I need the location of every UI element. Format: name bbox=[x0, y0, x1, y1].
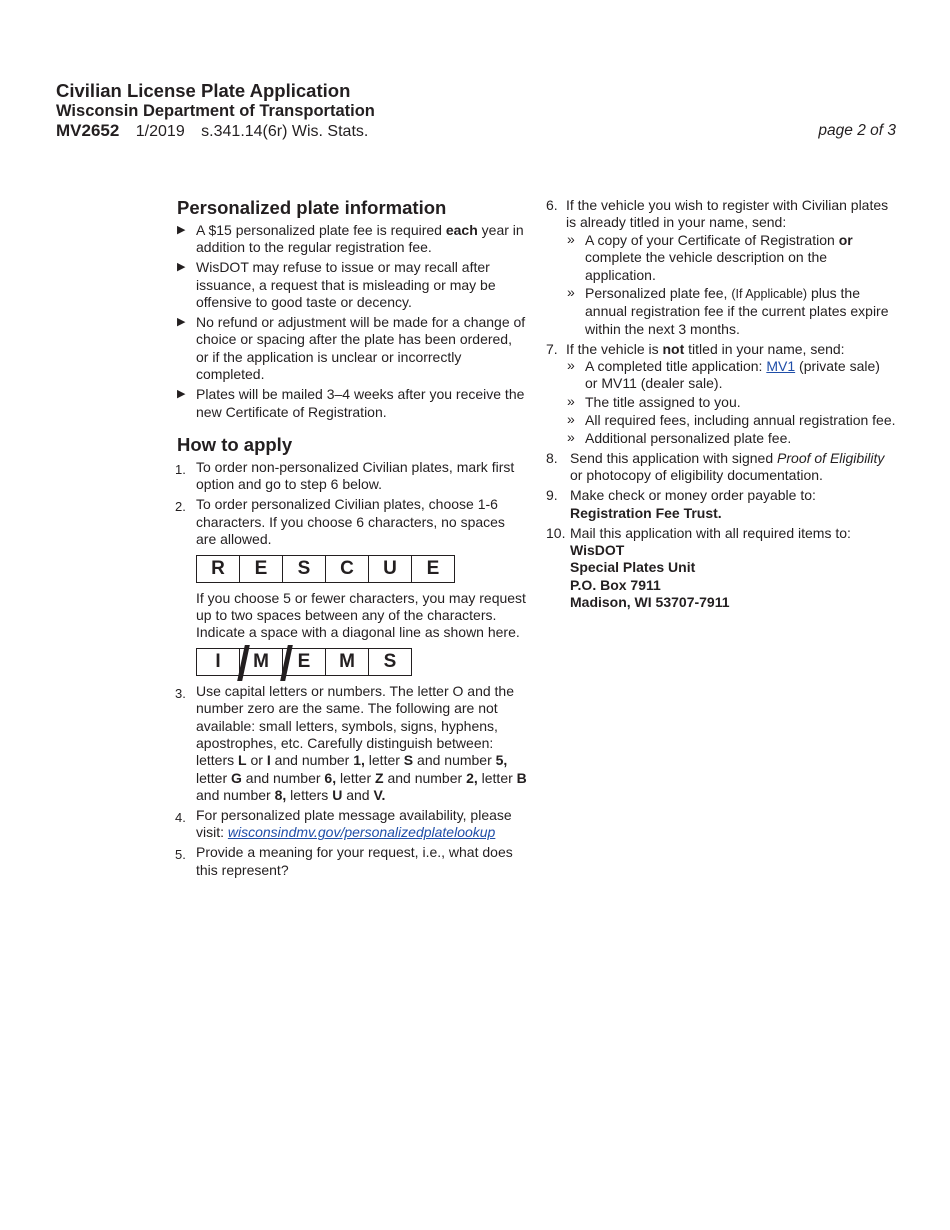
step-8 bbox=[546, 450, 896, 485]
step-text: and number bbox=[196, 787, 275, 804]
sub-bullet-icon: » bbox=[567, 392, 575, 409]
step-text: and bbox=[342, 787, 374, 804]
step-text: To order non-personalized Civilian plates, mark first option and go to step 6 below. bbox=[196, 458, 515, 493]
step-number: 7. bbox=[546, 340, 558, 357]
sub-bullet-icon: » bbox=[567, 428, 575, 445]
list-item bbox=[177, 222, 527, 257]
payee-name: Registration Fee Trust. bbox=[570, 504, 722, 521]
sub-text: All required fees, including annual registration fee. bbox=[585, 411, 896, 428]
address-line: Special Plates Unit bbox=[570, 559, 696, 576]
bullet-bold: each bbox=[445, 222, 478, 238]
sub-text: Additional personalized plate fee. bbox=[585, 429, 792, 446]
mailing-address bbox=[570, 542, 896, 612]
bullet-text: No refund or adjustment will be made for a change of choice or spacing after the plate has been ordered, or if the application is unclear or incorrectly completed. bbox=[196, 314, 526, 383]
sub-bullet-icon: » bbox=[567, 283, 575, 300]
step-number: 3. bbox=[175, 685, 186, 701]
step-text: If the vehicle is bbox=[566, 340, 663, 357]
step-2 bbox=[177, 496, 527, 675]
char-bold: 5, bbox=[495, 752, 508, 769]
step-text: and number bbox=[270, 752, 354, 769]
plate-char: E bbox=[426, 557, 440, 579]
step-6 bbox=[546, 197, 896, 338]
form-statute: s.341.14(6r) Wis. Stats. bbox=[201, 123, 369, 140]
form-header bbox=[56, 80, 896, 142]
list-item bbox=[566, 232, 896, 284]
apply-steps-continued bbox=[546, 197, 896, 612]
left-column bbox=[177, 197, 527, 882]
plate-char: U bbox=[369, 556, 412, 582]
form-id-line bbox=[56, 121, 896, 142]
mv1-form-link[interactable]: MV1 bbox=[766, 357, 796, 374]
plate-char: M bbox=[253, 651, 269, 673]
sub-bullet-icon: » bbox=[567, 230, 575, 247]
sub-small-text: (If Applicable) bbox=[731, 286, 808, 301]
step-3 bbox=[177, 683, 527, 805]
sub-text: A completed title application: bbox=[585, 357, 767, 374]
step-text: letter bbox=[196, 769, 232, 786]
step-text: Send this application with signed bbox=[570, 449, 778, 466]
step-text: letter bbox=[477, 769, 517, 786]
sub-text: Personalized plate fee, bbox=[585, 284, 732, 301]
plate-char: C bbox=[326, 556, 369, 582]
plate-example-i-mems bbox=[196, 648, 412, 676]
bullet-text: Plates will be mailed 3–4 weeks after you receive the new Certificate of Registration. bbox=[196, 386, 525, 420]
plate-char: E bbox=[283, 649, 326, 675]
list-item bbox=[566, 358, 896, 393]
list-item bbox=[566, 430, 896, 447]
step-7 bbox=[546, 341, 896, 448]
list-item bbox=[566, 412, 896, 429]
info-bullets bbox=[177, 222, 527, 421]
plate-char: S bbox=[283, 556, 326, 582]
step-number: 8. bbox=[546, 449, 558, 466]
step-text: If the vehicle you wish to register with Civilian plates is already titled in your name, send: bbox=[566, 197, 889, 231]
char-bold: 8, bbox=[274, 787, 287, 804]
bullet-text: year in addition to the regular registration fee. bbox=[196, 222, 524, 256]
step-7-subitems bbox=[566, 358, 896, 447]
plate-char: I bbox=[215, 651, 221, 673]
apply-steps bbox=[177, 459, 527, 879]
bullet-arrow-icon: ▶ bbox=[177, 261, 186, 274]
personalized-info-heading: Personalized plate information bbox=[177, 197, 447, 218]
step-number: 10. bbox=[546, 524, 566, 541]
step-text: For personalized plate message availability, please visit: bbox=[196, 807, 512, 841]
sub-text: (private sale) or MV11 (dealer sale). bbox=[585, 357, 880, 392]
address-line: P.O. Box 7911 bbox=[570, 576, 661, 593]
step-text: letters bbox=[286, 787, 333, 804]
char-bold: Z bbox=[375, 769, 384, 786]
step-italic: Proof of Eligibility bbox=[777, 449, 885, 466]
char-bold: B bbox=[516, 769, 527, 786]
char-bold: U bbox=[332, 787, 343, 804]
sub-bold: or bbox=[838, 231, 853, 248]
plate-char: E bbox=[240, 556, 283, 582]
step-text: Mail this application with all required items to: bbox=[570, 524, 851, 541]
sub-bullet-icon: » bbox=[567, 410, 575, 427]
step-text: To order personalized Civilian plates, choose 1-6 characters. If you choose 6 characters, no spaces are allowed. bbox=[196, 496, 505, 548]
char-bold: 1, bbox=[353, 752, 365, 769]
step-4 bbox=[177, 807, 527, 842]
bullet-arrow-icon: ▶ bbox=[177, 316, 186, 329]
bullet-arrow-icon: ▶ bbox=[177, 388, 186, 401]
spacing-note: If you choose 5 or fewer characters, you may request up to two spaces between any of the characters. Indicate a space with a diagonal line as shown here. bbox=[196, 589, 526, 641]
step-number: 4. bbox=[175, 810, 186, 826]
right-column bbox=[546, 197, 896, 614]
step-9 bbox=[546, 487, 896, 522]
form-revision: 1/2019 bbox=[135, 123, 185, 140]
list-item bbox=[566, 394, 896, 411]
step-number: 9. bbox=[546, 487, 558, 504]
address-line: Madison, WI 53707-7911 bbox=[570, 594, 730, 611]
step-text: letter bbox=[364, 752, 404, 769]
char-bold: G bbox=[231, 769, 242, 786]
how-to-apply-heading: How to apply bbox=[177, 433, 293, 455]
char-bold: L bbox=[238, 752, 247, 769]
sub-text: plus the annual registration fee if the current plates expire within the next 3 months. bbox=[585, 284, 889, 337]
sub-text: The title assigned to you. bbox=[585, 393, 741, 410]
char-bold: 2, bbox=[466, 769, 478, 786]
step-bold: not bbox=[662, 340, 685, 357]
step-text: Provide a meaning for your request, i.e., what does this represent? bbox=[196, 844, 513, 878]
step-1 bbox=[177, 459, 527, 494]
step-text: or photocopy of eligibility documentation. bbox=[570, 467, 823, 484]
step-text: Use capital letters or numbers. The letter O and the number zero are the same. The following are not available: small letters, symbols, signs, hyphens, apostrophes, etc. Carefully distinguish between: letters bbox=[196, 682, 515, 769]
form-title: Civilian License Plate Application bbox=[56, 80, 351, 101]
plate-char: M bbox=[326, 649, 369, 675]
step-text: or bbox=[246, 752, 267, 769]
step-text: and number bbox=[383, 769, 467, 786]
plate-example-rescue bbox=[196, 555, 455, 583]
step-number: 2. bbox=[175, 499, 186, 515]
step-text: titled in your name, send: bbox=[684, 340, 845, 357]
form-number: MV2652 bbox=[56, 121, 120, 140]
address-line: WisDOT bbox=[570, 541, 625, 558]
step-text: Make check or money order payable to: bbox=[570, 487, 816, 504]
char-bold: V. bbox=[373, 787, 386, 804]
list-item bbox=[177, 386, 527, 421]
char-bold: 6, bbox=[324, 769, 337, 786]
plate-char: R bbox=[197, 556, 240, 582]
agency-name: Wisconsin Department of Transportation bbox=[56, 102, 375, 120]
list-item bbox=[177, 259, 527, 311]
page-number: page 2 of 3 bbox=[818, 122, 896, 139]
step-5 bbox=[177, 844, 527, 879]
plate-lookup-link[interactable]: wisconsindmv.gov/personalizedplatelookup bbox=[227, 824, 496, 841]
step-number: 5. bbox=[175, 847, 186, 863]
list-item bbox=[177, 314, 527, 384]
plate-char-with-space bbox=[197, 649, 240, 675]
bullet-arrow-icon: ▶ bbox=[177, 224, 186, 236]
bullet-text: WisDOT may refuse to issue or may recall after issuance, a request that is misleading or may be offensive to good taste or decency. bbox=[196, 259, 496, 311]
step-text: letter bbox=[336, 769, 375, 786]
step-6-subitems bbox=[566, 232, 896, 338]
step-number: 6. bbox=[546, 197, 558, 213]
step-text: and number bbox=[413, 752, 496, 769]
step-number: 1. bbox=[175, 461, 186, 477]
list-item bbox=[566, 285, 896, 338]
char-bold: I bbox=[266, 752, 271, 769]
char-bold: S bbox=[403, 752, 414, 769]
sub-text: A copy of your Certificate of Registration bbox=[585, 231, 839, 248]
plate-char: S bbox=[383, 651, 397, 673]
sub-bullet-icon: » bbox=[567, 356, 575, 373]
bullet-text: A $15 personalized plate fee is required bbox=[196, 222, 446, 238]
sub-text: complete the vehicle description on the application. bbox=[585, 249, 828, 283]
step-10 bbox=[546, 525, 896, 612]
step-text: and number bbox=[241, 769, 325, 786]
